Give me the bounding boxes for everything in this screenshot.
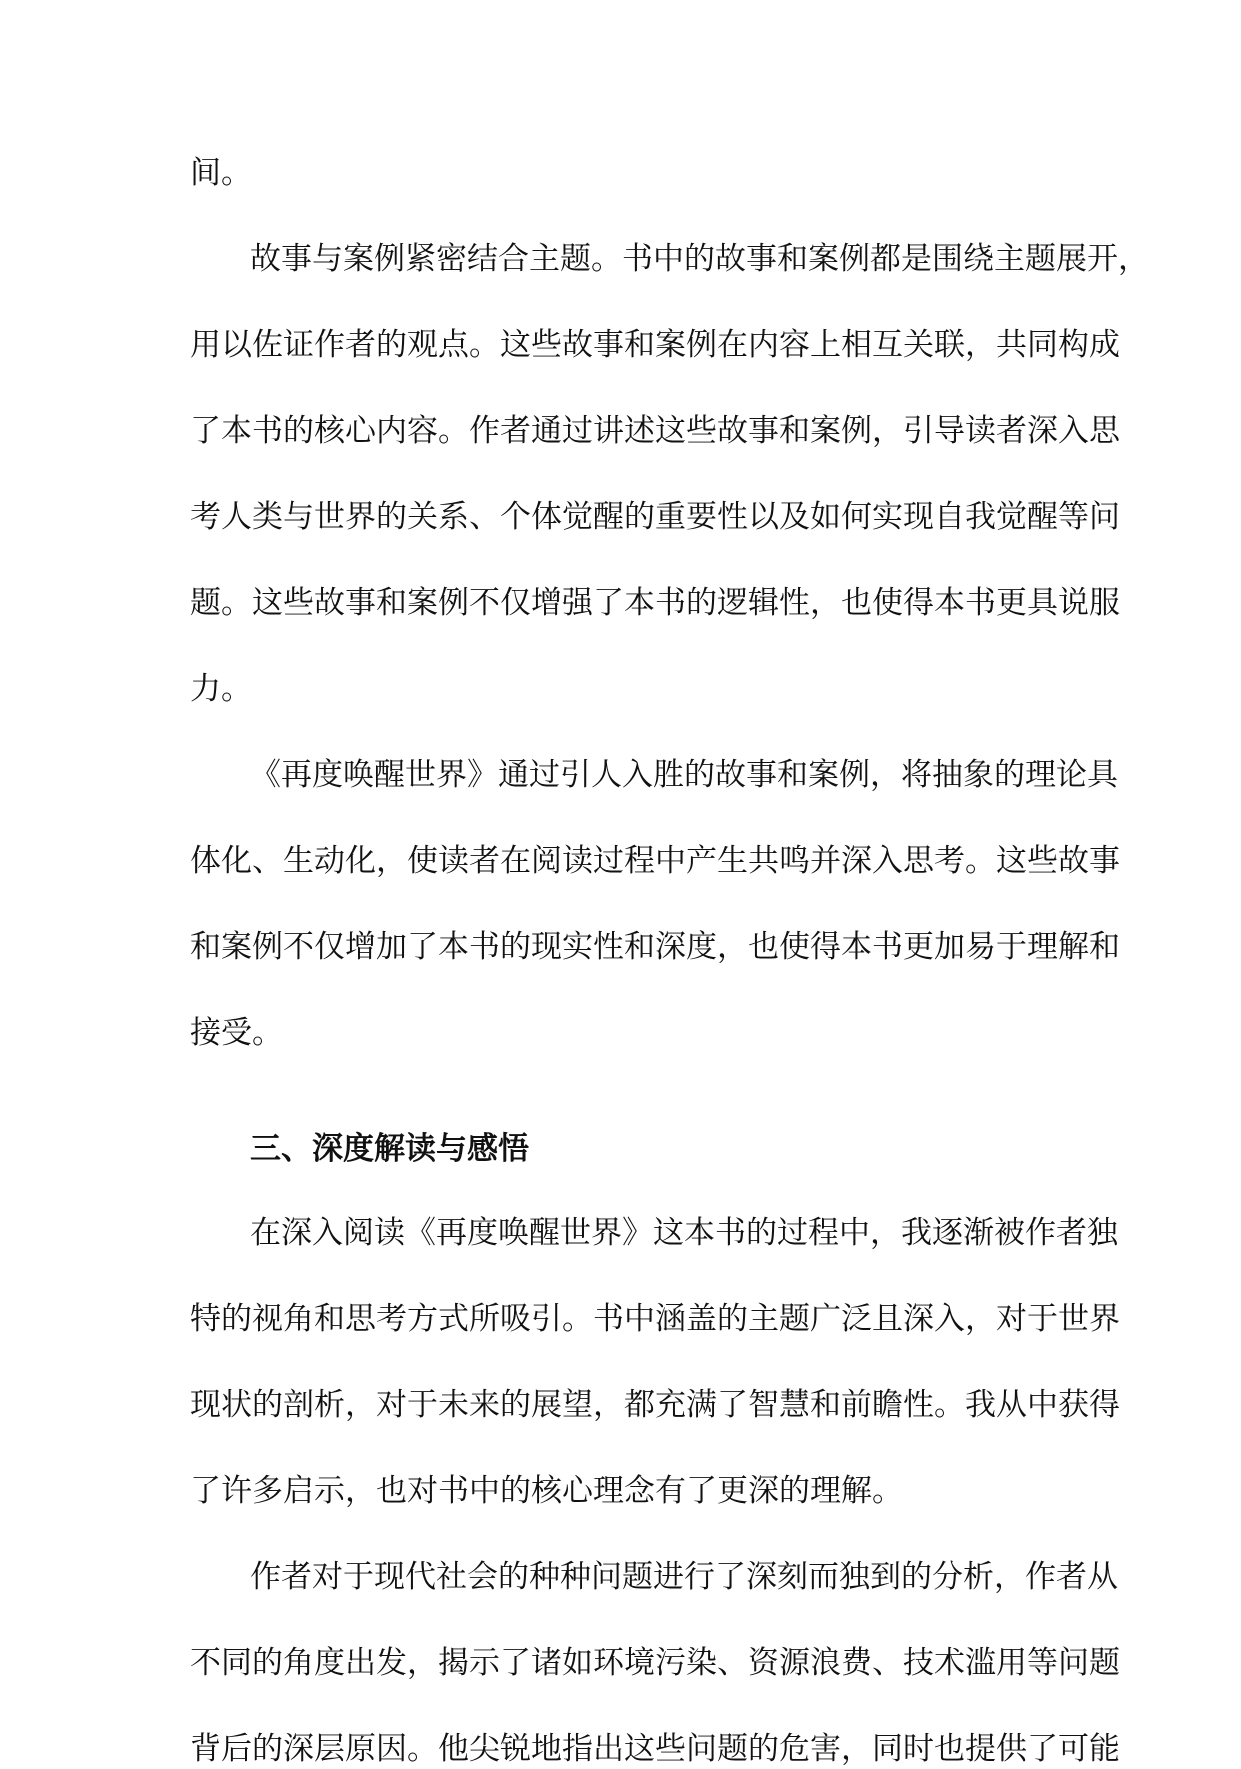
paragraph-2-line-2: 体化、生动化，使读者在阅读过程中产生共鸣并深入思考。这些故事 [190, 843, 1120, 879]
paragraph-1-line-1: 故事与案例紧密结合主题。书中的故事和案例都是围绕主题展开， [250, 241, 1149, 277]
paragraph-3-line-3: 现状的剖析，对于未来的展望，都充满了智慧和前瞻性。我从中获得 [190, 1387, 1120, 1423]
paragraph-3-line-2: 特的视角和思考方式所吸引。书中涵盖的主题广泛且深入，对于世界 [190, 1301, 1120, 1337]
paragraph-4-line-2: 不同的角度出发，揭示了诸如环境污染、资源浪费、技术滥用等问题 [190, 1645, 1120, 1681]
paragraph-3-line-4: 了许多启示，也对书中的核心理念有了更深的理解。 [190, 1473, 903, 1509]
paragraph-4-line-1: 作者对于现代社会的种种问题进行了深刻而独到的分析，作者从 [250, 1559, 1118, 1595]
paragraph-2-line-1: 《再度唤醒世界》通过引人入胜的故事和案例，将抽象的理论具 [250, 757, 1118, 793]
paragraph-continuation-line: 间。 [190, 155, 252, 191]
paragraph-2-line-3: 和案例不仅增加了本书的现实性和深度，也使得本书更加易于理解和 [190, 929, 1120, 965]
paragraph-1-line-6: 力。 [190, 671, 252, 707]
paragraph-1-line-5: 题。这些故事和案例不仅增强了本书的逻辑性，也使得本书更具说服 [190, 585, 1120, 621]
paragraph-1-line-4: 考人类与世界的关系、个体觉醒的重要性以及如何实现自我觉醒等问 [190, 499, 1120, 535]
paragraph-3-line-1: 在深入阅读《再度唤醒世界》这本书的过程中，我逐渐被作者独 [250, 1215, 1118, 1251]
paragraph-4-line-3: 背后的深层原因。他尖锐地指出这些问题的危害，同时也提供了可能 [190, 1731, 1120, 1767]
paragraph-1-line-2: 用以佐证作者的观点。这些故事和案例在内容上相互关联，共同构成 [190, 327, 1120, 363]
paragraph-2-line-4: 接受。 [190, 1015, 283, 1051]
paragraph-1-line-3: 了本书的核心内容。作者通过讲述这些故事和案例，引导读者深入思 [190, 413, 1120, 449]
section-heading: 三、深度解读与感悟 [250, 1131, 529, 1167]
